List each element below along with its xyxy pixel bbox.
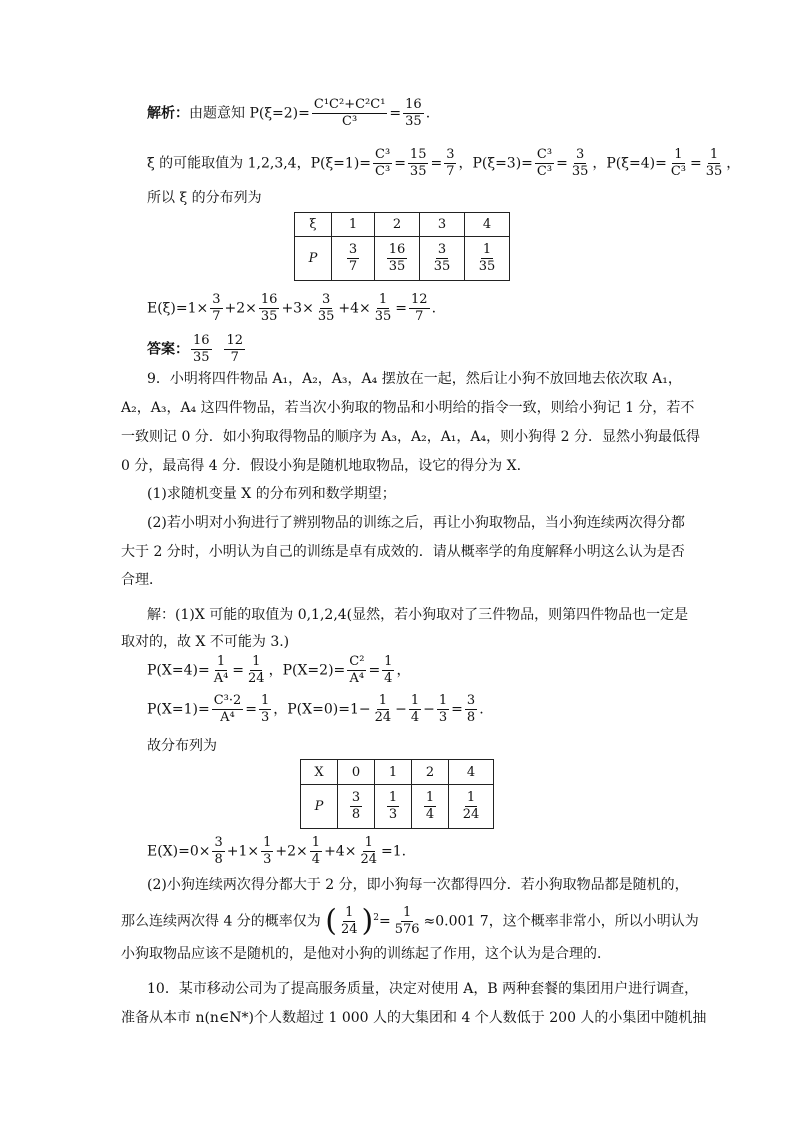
question-9-part-1: (1)求随机变量 X 的分布列和数学期望；	[147, 486, 396, 502]
expectation-2: E(X)=0× $\frac{3}{8}$ +1× $\frac{1}{3}$ +2× $\frac{1}{4}$ +4× $\frac{1}{24}$ =1.	[147, 835, 407, 867]
question-9-part-2-line-2: 大于 2 分时，小明认为自己的训练是卓有成效的．请从概率学的角度解释小明这么认为是否	[121, 544, 685, 560]
table-row	[295, 213, 510, 237]
part-2-line-1: (2)小狗连续两次得分都大于 2 分，即小狗每一次都得四分．若小狗取物品都是随机的，	[147, 877, 689, 893]
table-cell: X	[301, 760, 338, 785]
part-2-line-2: 那么连续两次得 4 分的概率仅为 ( $\frac{1}{24}$ )$^2$= $\frac{1}{576}$ ≈0.001 7，这个概率非常小，所以小明认为	[121, 903, 699, 939]
table-cell: 1	[332, 213, 375, 237]
answer-line: 答案： $\frac{16}{35}$ $\frac{12}{7}$	[147, 333, 243, 365]
table-cell: 0	[338, 760, 375, 785]
table-cell: $\frac{1}{24}$	[449, 785, 494, 829]
question-10-line-1: 10．某市移动公司为了提高服务质量，决定对使用 A，B 两种套餐的集团用户进行调查，	[147, 981, 699, 997]
fraction: $\frac{3}{35}$	[571, 147, 589, 179]
question-9-line-1: 9．小明将四件物品 A₁，A₂，A₃，A₄ 摆放在一起，然后让小狗不放回地去依次取 A₁，	[147, 371, 682, 387]
dist-intro-1: 所以 ξ 的分布列为	[147, 190, 262, 206]
table-cell: 2	[375, 213, 420, 237]
prob-line-2: P(X=1)= $\frac{\text{C³·2}}{\text{A⁴}}$ = $\frac{1}{3}$ ，P(X=0)=1− $\frac{1}{24}$ − $\frac{1}{4}$ − $\frac{1}{3}$ = $\frac{3}{8}$ .	[147, 693, 484, 725]
table-cell: $\frac{16}{35}$	[375, 237, 420, 281]
table-cell: $\frac{3}{7}$	[332, 237, 375, 281]
table-cell: $\frac{3}{8}$	[338, 785, 375, 829]
solution-9-line-2: 取对的，故 X 不可能为 3.)	[121, 634, 290, 650]
dist-intro-2: 故分布列为	[147, 738, 217, 754]
text: ξ 的可能取值为 1,2,3,4，P(ξ=1)=	[147, 155, 372, 172]
table-cell: 3	[420, 213, 465, 237]
table-cell: 4	[449, 760, 494, 785]
table-row	[295, 237, 510, 281]
fraction: $\frac{\text{C¹C²+C²C¹}}{\text{C³}}$	[313, 97, 386, 129]
question-9-part-2-line-1: (2)若小明对小狗进行了辨别物品的训练之后，再让小狗取物品，当小狗连续两次得分都	[147, 515, 685, 531]
table-cell: P	[301, 785, 338, 829]
solution-line-2: ξ 的可能取值为 1,2,3,4，P(ξ=1)= $\frac{\text{C³}}{\text{C³}}$ = $\frac{15}{35}$ = $\frac{3}{7}$ ，P(ξ=3)= $\frac{\text{C³}}{\text{C³}}$ = $\frac{3}{35}$ ，P(ξ=4)= $\frac{1}{\text{C³}}$ = $\frac{1}{35}$ ，	[147, 147, 741, 179]
table-cell: ξ	[295, 213, 332, 237]
table-cell: P	[295, 237, 332, 281]
fraction: $\frac{16}{35}$	[405, 97, 422, 129]
fraction: $\frac{\text{C³}}{\text{C³}}$	[375, 147, 391, 179]
table-cell: $\frac{1}{4}$	[412, 785, 449, 829]
fraction: $\frac{15}{35}$	[409, 147, 427, 179]
distribution-table-1	[294, 212, 510, 281]
question-9-part-2-line-3: 合理．	[121, 572, 163, 588]
question-9-line-4: 0 分，最高得 4 分．假设小狗是随机地取物品，设它的得分为 X.	[121, 458, 522, 474]
table-cell: $\frac{3}{35}$	[420, 237, 465, 281]
question-9-line-3: 一致则记 0 分．如小狗取得物品的顺序为 A₃，A₂，A₁，A₄，则小狗得 2 分．显然小狗最低得	[121, 429, 700, 445]
solution-line-1: 解析：由题意知 P(ξ=2)= $\frac{\text{C¹C²+C²C¹}}{\text{C³}}$ = $\frac{16}{35}$ .	[147, 97, 431, 129]
prob-line-1: P(X=4)= $\frac{1}{\text{A⁴}}$ = $\frac{1}{24}$ ，P(X=2)= $\frac{\text{C²}}{\text{A⁴}}$ = $\frac{1}{4}$ ，	[147, 654, 411, 686]
distribution-table-2	[300, 759, 494, 829]
question-10-line-2: 准备从本市 n(n∈N*)个人数超过 1 000 人的大集团和 4 个人数低于 200 人的小集团中随机抽	[121, 1010, 707, 1026]
part-2-line-3: 小狗取物品应该不是随机的，是他对小狗的训练起了作用，这个认为是合理的．	[121, 946, 611, 962]
answer-label: 答案：	[147, 341, 189, 358]
expectation-1: E(ξ)=1× $\frac{3}{7}$ +2× $\frac{16}{35}$ +3× $\frac{3}{35}$ +4× $\frac{1}{35}$ = $\frac{12}{7}$ .	[147, 292, 437, 324]
question-9-line-2: A₂，A₃，A₄ 这四件物品，若当次小狗取的物品和小明给的指令一致，则给小狗记 1 分，若不	[121, 400, 695, 416]
table-cell: 2	[412, 760, 449, 785]
table-row	[301, 785, 494, 829]
text: 由题意知 P(ξ=2)=	[189, 105, 310, 122]
fraction: $\frac{\text{C³}}{\text{C³}}$	[536, 147, 553, 179]
solution-label: 解析：	[147, 105, 189, 122]
table-cell: 4	[465, 213, 510, 237]
fraction: $\frac{1}{35}$	[705, 147, 723, 179]
table-cell: $\frac{1}{3}$	[375, 785, 412, 829]
fraction: $\frac{1}{\text{C³}}$	[670, 147, 686, 179]
table-row	[301, 760, 494, 785]
table-cell: $\frac{1}{35}$	[465, 237, 510, 281]
table-cell: 1	[375, 760, 412, 785]
solution-9-line-1: 解：(1)X 可能的取值为 0,1,2,4(显然，若小狗取对了三件物品，则第四件物品也一定是	[147, 607, 689, 623]
fraction: $\frac{3}{7}$	[446, 147, 455, 179]
